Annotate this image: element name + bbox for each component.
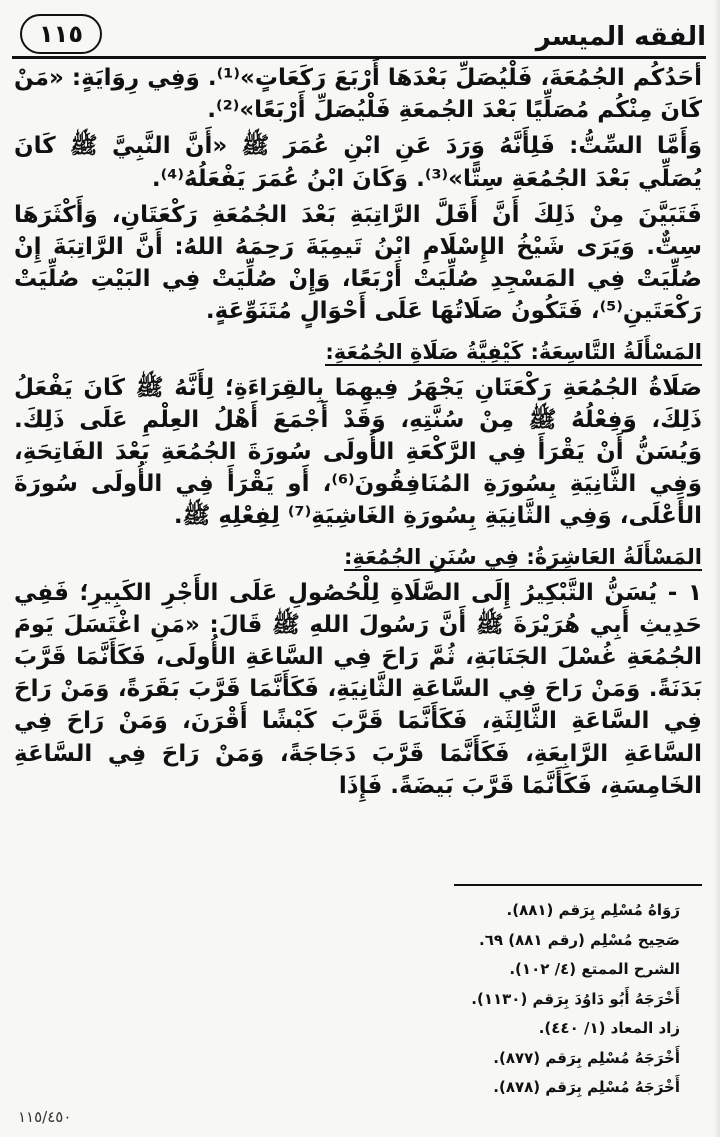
paragraph-3: فَتَبَيَّنَ مِنْ ذَلِكَ أَنَّ أَقَلَّ الرَّاتِبَةِ بَعْدَ الجُمُعَةِ رَكْعَتَانِ، وَأَكْثَرَهَا سِتٌّ. وَيَرَى شَيْخُ الإِسْلَامِ ابْنُ تَيمِيَةَ رَحِمَهُ اللهُ: أَنَّ الرَّاتِبَةَ إِنْ صُلِّيَتْ فِي المَسْجِدِ صُلِّيَتْ أَرْبَعًا، وَإِنْ صُلِّيَتْ فِي البَيْتِ صُلِّيَتْ رَكْعَتَينِ⁽⁵⁾، فَتَكُونُ صَلَاتُهَا عَلَى أَحْوَالٍ مُتَنَوِّعَةٍ. — [14, 201, 702, 325]
section-10-heading-text: المَسْأَلَةُ العَاشِرَةُ: فِي سُنَنِ الجُمُعَةِ: — [343, 544, 702, 569]
footnote-4: أَخْرَجَهُ أَبُو دَاوُدَ بِرَقم (١١٣٠). — [471, 989, 680, 1008]
paragraph-1: أحَدُكُم الجُمُعَةَ، فَلْيُصَلِّ بَعْدَهَا أَرْبَعَ رَكَعَاتٍ»⁽¹⁾. وَفِي رِوَايَةٍ: «مَنْ كَانَ مِنْكُم مُصَلِّيًا بَعْدَ الجُمعَةِ فَلْيُصَلِّ أَرْبَعًا»⁽²⁾. — [14, 65, 702, 124]
book-title: الفقه الميسر — [535, 22, 706, 52]
page-index: ١١٥/٤٥٠ — [18, 1108, 72, 1126]
footnote-2: صَحِيح مُسْلِم (رقم ٨٨١) ٦٩. — [479, 930, 680, 949]
page-edge-shadow — [714, 0, 720, 1137]
footnotes-list — [200, 896, 680, 1103]
footnote-7: أَخْرَجَهُ مُسْلِم بِرَقم (٨٧٨). — [493, 1078, 680, 1096]
footnote-1: رَوَاهُ مُسْلِم بِرَقم (٨٨١). — [506, 901, 680, 919]
footnote-6: أَخْرَجَهُ مُسْلِم بِرَقم (٨٧٧). — [493, 1048, 680, 1067]
section-9-heading — [14, 334, 702, 370]
section-10-paragraph: ١ - يُسَنُّ التَّبْكِيرُ إِلَى الصَّلَاةِ لِلْحُصُولِ عَلَى الأَجْرِ الكَبِيرِ؛ فَفِي حَدِيثِ أَبِي هُرَيْرَةَ ﷺ أَنَّ رَسُولَ اللهِ ﷺ قَالَ: «مَنِ اغْتَسَلَ يَومَ الجُمُعَةِ غُسْلَ الجَنَابَةِ، ثُمَّ رَاحَ فِي السَّاعَةِ الأُولَى، فَكَأَنَّمَا قَرَّبَ بَدَنَةً. وَمَنْ رَاحَ فِي السَّاعَةِ الثَّانِيَةِ، فَكَأَنَّمَا قَرَّبَ بَقَرَةً، وَمَنْ رَاحَ فِي السَّاعَةِ الثَّالِثَةِ، فَكَأَنَّمَا قَرَّبَ كَبْشًا أَقْرَنَ، وَمَنْ رَاحَ فِي السَّاعَةِ الرَّابِعَةِ، فَكَأَنَّمَا قَرَّبَ دَجَاجَةً، وَمَنْ رَاحَ فِي السَّاعَةِ الخَامِسَةِ، فَكَأَنَّمَا قَرَّبَ بَيضَةً. فَإِذَا — [14, 579, 702, 799]
section-10-heading — [14, 539, 702, 575]
footnote-3: الشرح الممتع (٤/ ١٠٢). — [509, 960, 680, 978]
section-9-heading-text: المَسْأَلَةُ التَّاسِعَةُ: كَيْفِيَّةُ صَلَاةِ الجُمُعَةِ: — [325, 339, 702, 364]
page-body — [14, 62, 702, 806]
footnote-5: زاد المعاد (١/ ٤٤٠). — [538, 1019, 680, 1037]
page-number-badge: ١١٥ — [20, 14, 102, 54]
section-9-paragraph: صَلَاةُ الجُمُعَةِ رَكْعَتَانِ يَجْهَرُ فِيهِمَا بِالقِرَاءَةِ؛ لِأَنَّهُ ﷺ كَانَ يَفْعَلُ ذَلِكَ، وَفِعْلُهُ ﷺ مِنْ سُنَّتِهِ، وَقَدْ أَجْمَعَ أَهْلُ العِلْمِ عَلَى ذَلِكَ. وَيُسَنُّ أَنْ يَقْرَأَ فِي الرَّكْعَةِ الأُولَى سُورَةَ الجُمُعَةِ بَعْدَ الفَاتِحَةِ، وَفِي الثَّانِيَةِ بِسُورَةِ المُنَافِقُونَ⁽⁶⁾، أَو يَقْرَأَ فِي الأُولَى سُورَةَ الأَعْلَى، وَفِي الثَّانِيَةِ بِسُورَةِ الغَاشِيَةِ⁽⁷⁾ لِفِعْلِهِ ﷺ. — [14, 374, 702, 530]
footnote-separator — [454, 884, 702, 886]
page-header — [12, 10, 706, 59]
paragraph-2: وَأَمَّا السِّتُّ: فَلِأَنَّهُ وَرَدَ عَنِ ابْنِ عُمَرَ ﷺ «أَنَّ النَّبِيَّ ﷺ كَانَ يُصَلِّي بَعْدَ الجُمُعَةِ سِتًّا»⁽³⁾. وَكَانَ ابْنُ عُمَرَ يَفْعَلُهُ⁽⁴⁾. — [14, 133, 702, 192]
